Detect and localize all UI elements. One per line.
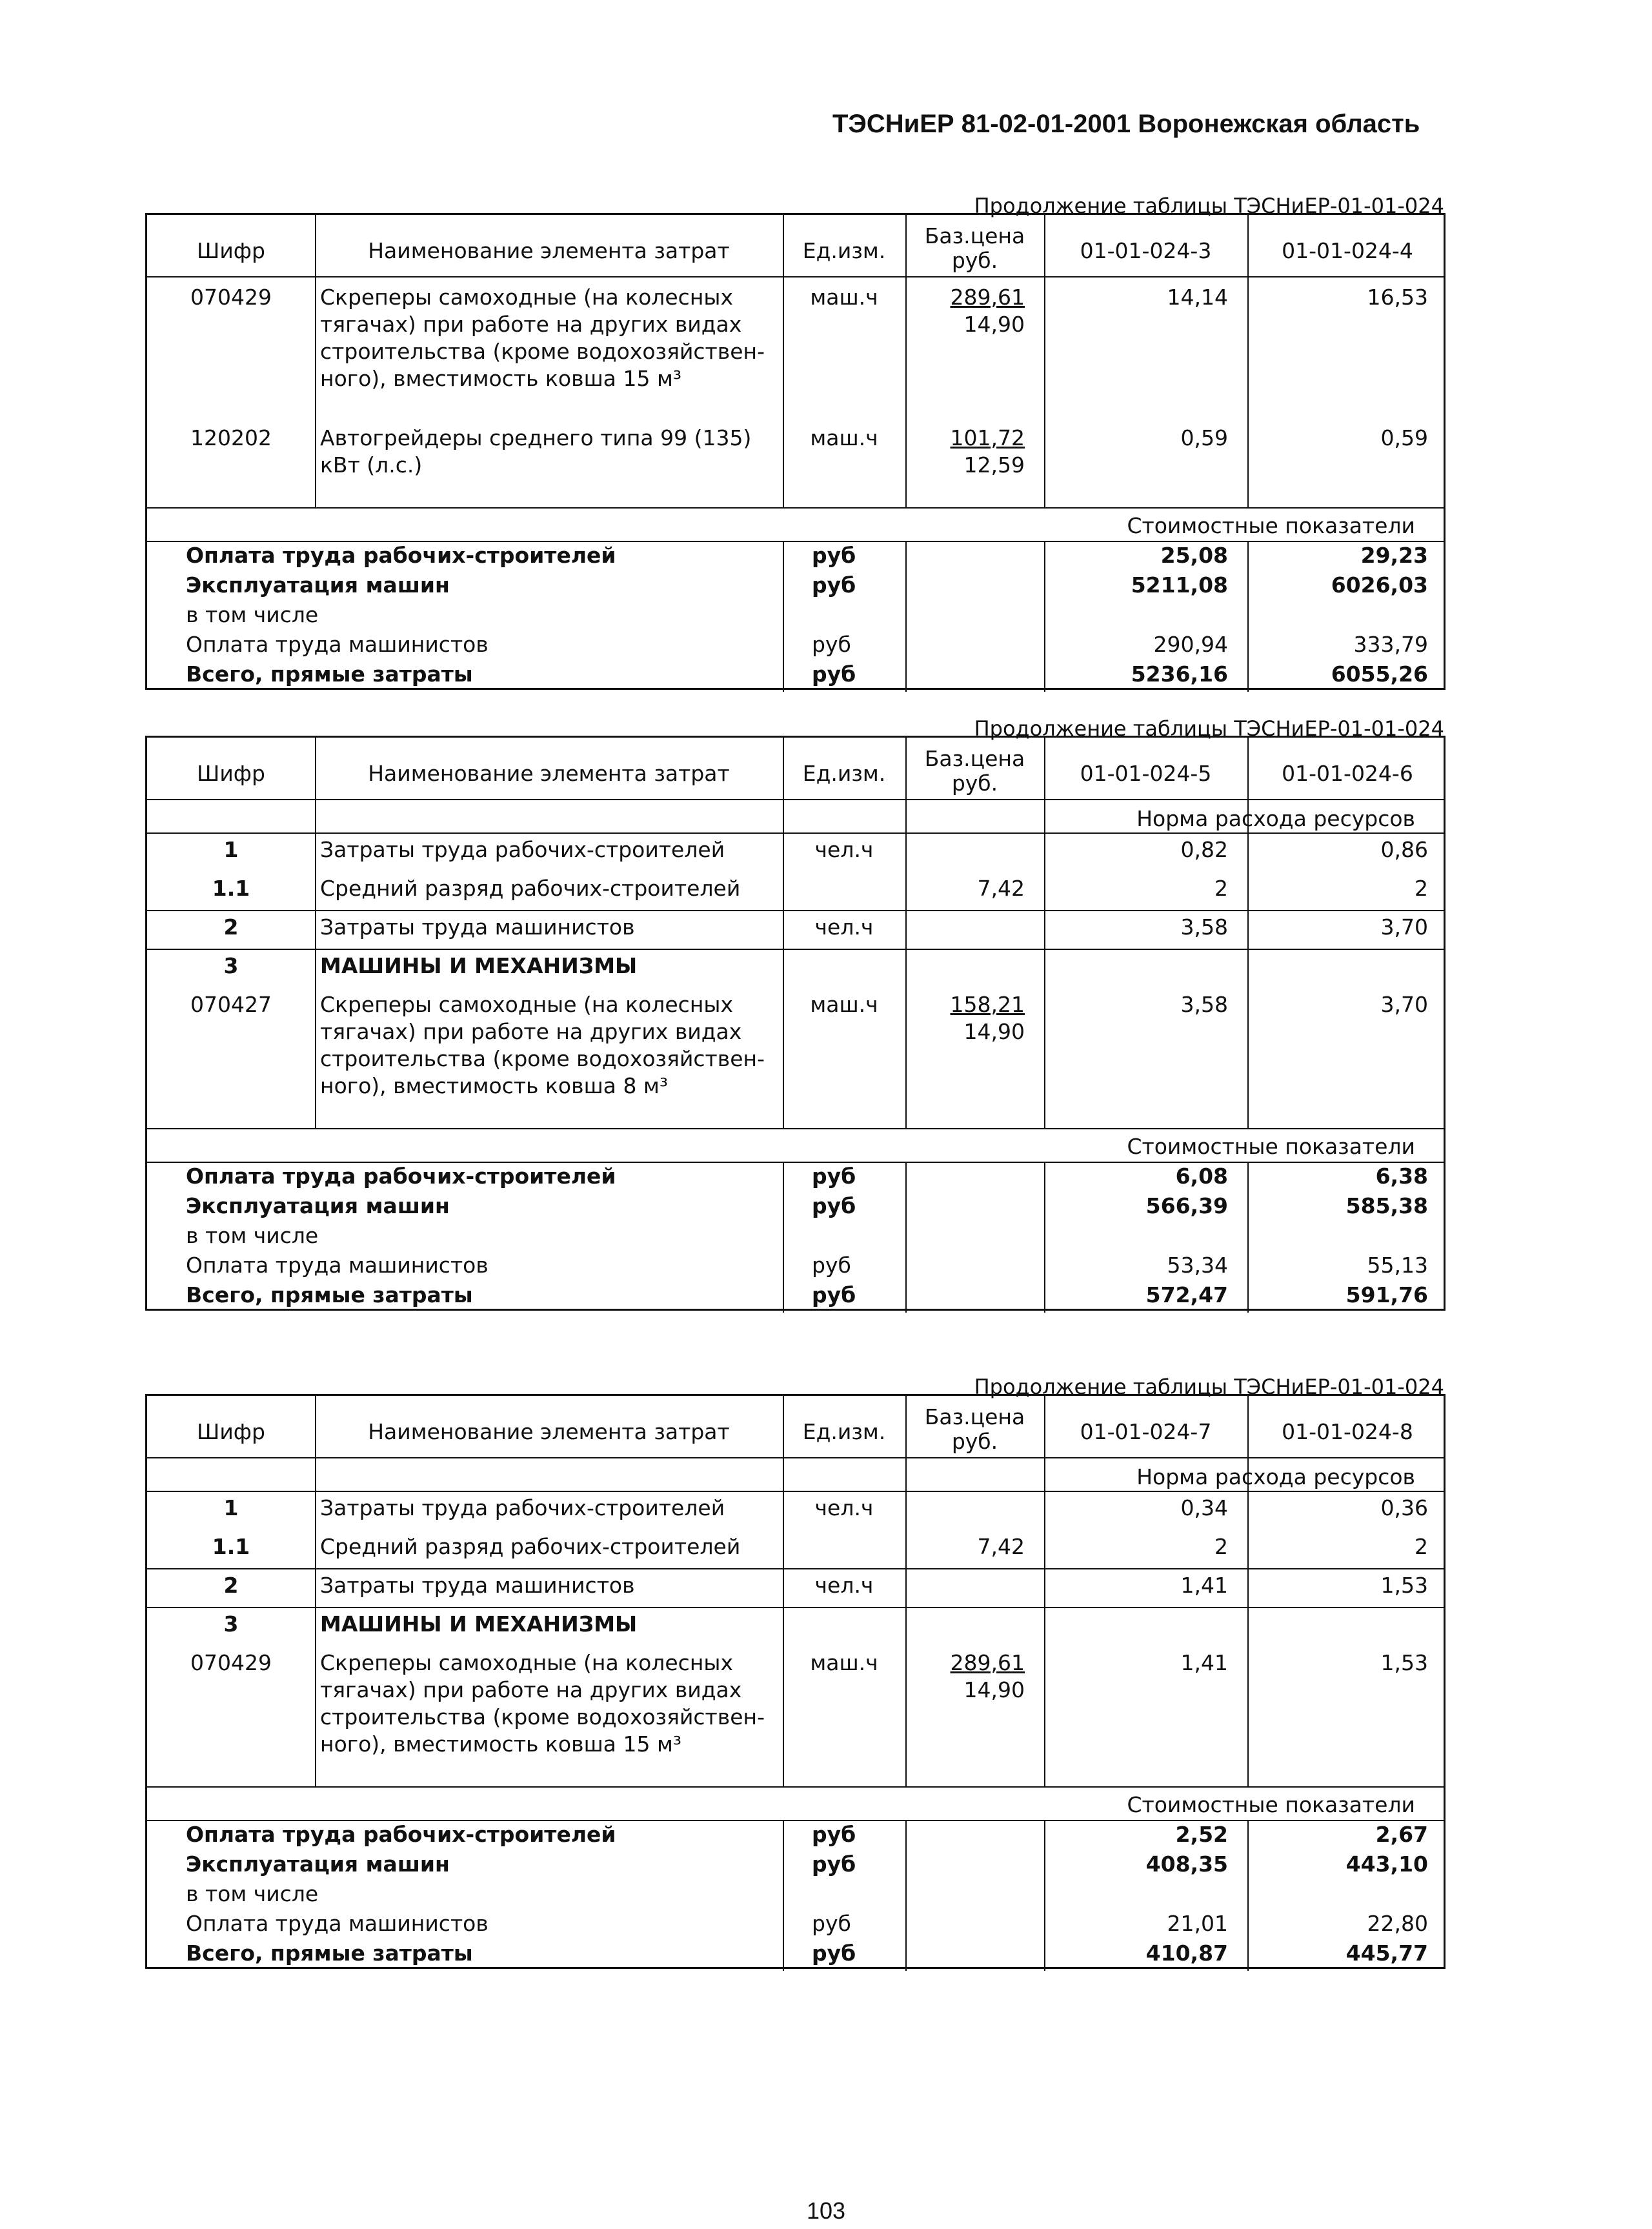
column-divider-price (1044, 1820, 1045, 1971)
resource-code: 120202 (190, 425, 272, 450)
column-divider-norm (1247, 1820, 1249, 1971)
column-divider-norm (1247, 541, 1249, 692)
resource-unit: маш.ч (810, 285, 878, 310)
line-divider (147, 1607, 1444, 1608)
column-header-name: Наименование элемента затрат (368, 761, 730, 786)
resource-code: 070429 (190, 1650, 272, 1675)
continuation-caption: Продолжение таблицы ТЭСНиЕР-01-01-024 (974, 194, 1444, 218)
resource-name-line: кВт (л.с.) (320, 452, 423, 478)
resource-code: 070427 (190, 992, 272, 1017)
resource-name-line: строительства (кроме водохозяйствен- (320, 1046, 765, 1071)
cost-label: Оплата труда машинистов (186, 1911, 489, 1936)
cost-unit: руб (812, 1193, 856, 1218)
resource-value-1: 3,58 (1180, 992, 1228, 1017)
resource-name-line: тягачах) при работе на других видах (320, 1019, 742, 1044)
resource-base-price: 289,61 (950, 1650, 1025, 1675)
resource-unit: маш.ч (810, 1650, 878, 1675)
cost-label: Эксплуатация машин (186, 1851, 450, 1877)
resource-name-line: ного), вместимость ковша 8 м³ (320, 1073, 669, 1098)
line-value-2: 2 (1415, 1534, 1428, 1559)
resource-value-1: 14,14 (1167, 285, 1228, 310)
cost-label: Оплата труда рабочих-строителей (186, 1164, 616, 1189)
line-value-1: 2 (1214, 876, 1228, 901)
header-divider (147, 799, 1444, 800)
cost-unit: руб (812, 1822, 856, 1847)
line-name: Затраты труда машинистов (320, 1573, 635, 1598)
cost-value-2: 445,77 (1345, 1941, 1428, 1966)
column-divider-code (315, 1396, 316, 1786)
line-code: 1 (223, 1495, 239, 1520)
resource-unit: маш.ч (810, 992, 878, 1017)
resource-salary-price: 14,90 (963, 312, 1025, 337)
resource-salary-price: 12,59 (963, 452, 1025, 478)
resource-value-1: 0,59 (1180, 425, 1228, 450)
column-header-norm-1: 01-01-024-7 (1080, 1419, 1212, 1444)
line-value-1: 3,58 (1180, 914, 1228, 940)
column-header-price: Баз.цена (924, 746, 1025, 771)
resource-value-1: 1,41 (1180, 1650, 1228, 1675)
cost-value-1: 408,35 (1145, 1851, 1228, 1877)
cost-unit: руб (812, 632, 851, 657)
line-divider (147, 910, 1444, 911)
column-header-norm-2: 01-01-024-4 (1282, 238, 1413, 263)
cost-value-1: 21,01 (1167, 1911, 1228, 1936)
cost-value-2: 22,80 (1367, 1911, 1428, 1936)
page-number: 103 (806, 2197, 846, 2224)
resource-salary-price: 14,90 (963, 1019, 1025, 1044)
section-divider (147, 1128, 1444, 1129)
continuation-caption: Продолжение таблицы ТЭСНиЕР-01-01-024 (974, 716, 1444, 741)
cost-label: Всего, прямые затраты (186, 661, 473, 687)
cost-value-1: 6,08 (1175, 1164, 1228, 1189)
line-value-2: 0,86 (1380, 837, 1428, 862)
line-code: 1 (223, 837, 239, 862)
cost-value-1: 410,87 (1145, 1941, 1228, 1966)
line-value-2: 3,70 (1380, 914, 1428, 940)
line-unit: чел.ч (814, 837, 874, 862)
line-value-2: 2 (1415, 876, 1428, 901)
line-value-2: 0,36 (1380, 1495, 1428, 1520)
cost-value-2: 6,38 (1375, 1164, 1428, 1189)
cost-value-2: 443,10 (1345, 1851, 1428, 1877)
resource-name-line: строительства (кроме водохозяйствен- (320, 1704, 765, 1730)
cost-unit: руб (812, 572, 856, 598)
column-divider-norm (1247, 215, 1249, 507)
page-header-title: ТЭСНиЕР 81-02-01-2001 Воронежская область (832, 110, 1420, 138)
resource-name-line: ного), вместимость ковша 15 м³ (320, 1731, 682, 1757)
line-name: Затраты труда рабочих-строителей (320, 837, 725, 862)
cost-unit: руб (812, 1941, 856, 1966)
resource-unit: маш.ч (810, 425, 878, 450)
header-divider (147, 1457, 1444, 1458)
resource-name-line: тягачах) при работе на других видах (320, 312, 742, 337)
resource-name-line: строительства (кроме водохозяйствен- (320, 339, 765, 364)
line-code: 3 (223, 1611, 239, 1637)
cost-value-1: 25,08 (1160, 543, 1228, 568)
continuation-caption: Продолжение таблицы ТЭСНиЕР-01-01-024 (974, 1375, 1444, 1399)
resource-salary-price: 14,90 (963, 1677, 1025, 1702)
cost-value-2: 55,13 (1367, 1253, 1428, 1278)
section-label-cost: Стоимостные показатели (1127, 513, 1415, 538)
column-header-price-unit: руб. (951, 771, 998, 796)
section-label-norm: Норма расхода ресурсов (1136, 806, 1415, 831)
cost-label: Эксплуатация машин (186, 1193, 450, 1218)
line-name: Средний разряд рабочих-строителей (320, 1534, 741, 1559)
line-name: МАШИНЫ И МЕХАНИЗМЫ (320, 953, 638, 978)
column-divider-unit (905, 1162, 907, 1313)
line-unit: чел.ч (814, 1495, 874, 1520)
column-divider-code (315, 738, 316, 1128)
column-header-unit: Ед.изм. (802, 761, 886, 786)
cost-value-2: 585,38 (1345, 1193, 1428, 1218)
cost-value-2: 591,76 (1345, 1282, 1428, 1307)
line-code: 3 (223, 953, 239, 978)
section-divider (147, 1786, 1444, 1788)
column-header-norm-1: 01-01-024-3 (1080, 238, 1212, 263)
cost-unit: руб (812, 1253, 851, 1278)
section-label-cost: Стоимостные показатели (1127, 1792, 1415, 1817)
cost-unit: руб (812, 543, 856, 568)
estimate-table (145, 213, 1446, 690)
line-code: 2 (223, 1573, 239, 1598)
resource-base-price: 289,61 (950, 285, 1025, 310)
column-divider-norm (1247, 1162, 1249, 1313)
column-divider-name (783, 1162, 784, 1313)
line-value-2: 1,53 (1380, 1573, 1428, 1598)
resource-base-price: 158,21 (950, 992, 1025, 1017)
resource-name-line: тягачах) при работе на других видах (320, 1677, 742, 1702)
cost-unit: руб (812, 1282, 856, 1307)
line-price: 7,42 (977, 1534, 1025, 1559)
section-divider (147, 1491, 1444, 1492)
cost-unit: руб (812, 1911, 851, 1936)
column-header-price-unit: руб. (951, 1429, 998, 1454)
cost-value-1: 572,47 (1145, 1282, 1228, 1307)
column-divider-code (315, 215, 316, 507)
column-header-price: Баз.цена (924, 223, 1025, 248)
cost-unit: руб (812, 1164, 856, 1189)
resource-value-2: 3,70 (1380, 992, 1428, 1017)
resource-value-2: 16,53 (1367, 285, 1428, 310)
column-divider-unit (905, 215, 907, 507)
resource-value-2: 1,53 (1380, 1650, 1428, 1675)
column-divider-unit (905, 738, 907, 1128)
column-divider-name (783, 1396, 784, 1786)
resource-name-line: Скреперы самоходные (на колесных (320, 1650, 733, 1675)
estimate-table (145, 1394, 1446, 1969)
line-name: Затраты труда рабочих-строителей (320, 1495, 725, 1520)
cost-value-1: 290,94 (1153, 632, 1228, 657)
cost-label: Оплата труда машинистов (186, 632, 489, 657)
section-divider (147, 507, 1444, 509)
column-header-name: Наименование элемента затрат (368, 1419, 730, 1444)
column-divider-price (1044, 1396, 1045, 1786)
estimate-table (145, 736, 1446, 1311)
line-name: Затраты труда машинистов (320, 914, 635, 940)
cost-label: Оплата труда машинистов (186, 1253, 489, 1278)
column-header-code: Шифр (197, 761, 265, 786)
section-label-cost: Стоимостные показатели (1127, 1134, 1415, 1159)
cost-value-2: 333,79 (1353, 632, 1428, 657)
column-divider-name (783, 1820, 784, 1971)
column-header-norm-2: 01-01-024-8 (1282, 1419, 1413, 1444)
column-divider-name (783, 541, 784, 692)
section-divider (147, 832, 1444, 834)
column-divider-price (1044, 738, 1045, 1128)
cost-label: в том числе (186, 602, 319, 627)
column-header-price-unit: руб. (951, 248, 998, 273)
cost-value-1: 5211,08 (1131, 572, 1228, 598)
resource-name-line: ного), вместимость ковша 15 м³ (320, 366, 682, 391)
cost-label: Всего, прямые затраты (186, 1941, 473, 1966)
cost-value-2: 6026,03 (1331, 572, 1428, 598)
resource-base-price: 101,72 (950, 425, 1025, 450)
column-divider-name (783, 738, 784, 1128)
column-divider-unit (905, 541, 907, 692)
line-code: 1.1 (212, 1534, 250, 1559)
column-header-norm-1: 01-01-024-5 (1080, 761, 1212, 786)
line-value-1: 0,82 (1180, 837, 1228, 862)
cost-label: в том числе (186, 1223, 319, 1248)
column-header-norm-2: 01-01-024-6 (1282, 761, 1413, 786)
line-unit: чел.ч (814, 1573, 874, 1598)
column-header-code: Шифр (197, 1419, 265, 1444)
line-price: 7,42 (977, 876, 1025, 901)
cost-value-2: 6055,26 (1331, 661, 1428, 687)
cost-label: Оплата труда рабочих-строителей (186, 1822, 616, 1847)
cost-label: Эксплуатация машин (186, 572, 450, 598)
column-header-price: Баз.цена (924, 1404, 1025, 1429)
column-divider-price (1044, 541, 1045, 692)
line-value-1: 2 (1214, 1534, 1228, 1559)
resource-code: 070429 (190, 285, 272, 310)
cost-value-1: 566,39 (1145, 1193, 1228, 1218)
line-unit: чел.ч (814, 914, 874, 940)
line-name: МАШИНЫ И МЕХАНИЗМЫ (320, 1611, 638, 1637)
resource-name-line: Скреперы самоходные (на колесных (320, 992, 733, 1017)
cost-value-2: 2,67 (1375, 1822, 1428, 1847)
cost-label: Всего, прямые затраты (186, 1282, 473, 1307)
cost-unit: руб (812, 1851, 856, 1877)
column-header-code: Шифр (197, 238, 265, 263)
cost-value-1: 5236,16 (1131, 661, 1228, 687)
column-header-name: Наименование элемента затрат (368, 238, 730, 263)
column-divider-unit (905, 1820, 907, 1971)
resource-value-2: 0,59 (1380, 425, 1428, 450)
line-name: Средний разряд рабочих-строителей (320, 876, 741, 901)
header-divider (147, 276, 1444, 277)
resource-name-line: Скреперы самоходные (на колесных (320, 285, 733, 310)
cost-value-1: 2,52 (1175, 1822, 1228, 1847)
line-code: 1.1 (212, 876, 250, 901)
column-divider-name (783, 215, 784, 507)
cost-label: в том числе (186, 1881, 319, 1906)
section-label-norm: Норма расхода ресурсов (1136, 1464, 1415, 1489)
cost-unit: руб (812, 661, 856, 687)
column-header-unit: Ед.изм. (802, 238, 886, 263)
line-divider (147, 949, 1444, 950)
line-divider (147, 1568, 1444, 1569)
column-divider-norm (1247, 738, 1249, 1128)
column-divider-price (1044, 1162, 1045, 1313)
cost-label: Оплата труда рабочих-строителей (186, 543, 616, 568)
cost-value-2: 29,23 (1360, 543, 1428, 568)
line-code: 2 (223, 914, 239, 940)
line-value-1: 0,34 (1180, 1495, 1228, 1520)
column-header-unit: Ед.изм. (802, 1419, 886, 1444)
column-divider-unit (905, 1396, 907, 1786)
column-divider-norm (1247, 1396, 1249, 1786)
line-value-1: 1,41 (1180, 1573, 1228, 1598)
cost-value-1: 53,34 (1167, 1253, 1228, 1278)
resource-name-line: Автогрейдеры среднего типа 99 (135) (320, 425, 752, 450)
column-divider-price (1044, 215, 1045, 507)
